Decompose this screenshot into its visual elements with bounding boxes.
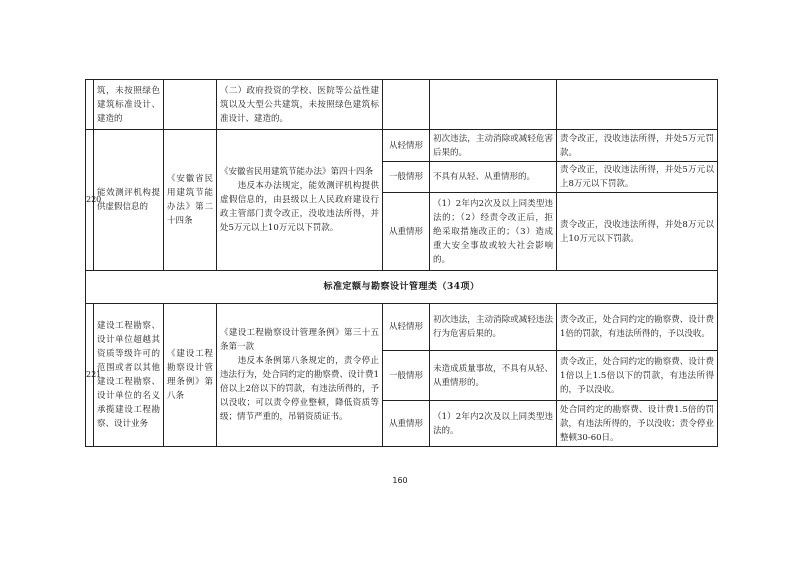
- penalty-cell: 责令改正，没收违法所得，并处5万元以上8万元以下罚款。: [557, 162, 718, 193]
- level-cell: [383, 80, 430, 130]
- section-header-row: [86, 271, 718, 304]
- row-number-cell: 220: [86, 130, 94, 271]
- illegal-act-cell: 能效测评机构提供虚假信息的: [94, 130, 164, 271]
- condition-cell: 不具有从轻、从重情形的。: [430, 162, 557, 193]
- page-number: 160: [392, 476, 408, 485]
- condition-cell: （1）2年内2次及以上同类型违法的；（2）经责令改正后，拒绝采取措施改正的；（3）造成重大安全事故或较大社会影响的。: [430, 193, 557, 271]
- penalty-standards-table: [85, 79, 718, 447]
- level-cell: 从重情形: [383, 193, 430, 271]
- level-cell: 一般情形: [383, 162, 430, 193]
- legal-basis-cell: 《建设工程勘察设计管理条例》第八条: [164, 304, 217, 447]
- table-row: [86, 130, 718, 162]
- penalty-cell: 责令改正，处合同约定的勘察费、设计费1倍以上1.5倍以下的罚款，有违法所得的，予以没收。: [557, 351, 718, 401]
- penalty-provision-cell: （二）政府投资的学校、医院等公益性建筑以及大型公共建筑，未按照绿色建筑标准设计、建造的。: [217, 80, 383, 130]
- penalty-cell: 责令改正，处合同约定的勘察费、设计费1倍的罚款，有违法所得的，予以没收。: [557, 304, 718, 351]
- level-cell: 从重情形: [383, 401, 430, 447]
- condition-cell: 初次违法，主动消除或减轻违法行为危害后果的。: [430, 304, 557, 351]
- level-cell: 从轻情形: [383, 130, 430, 162]
- row-number-cell: 221: [86, 304, 94, 447]
- penalty-provision-cell: 《安徽省民用建筑节能办法》第四十四条 违反本办法规定，能效测评机构提供虚假信息的，由县级以上人民政府建设行政主管部门责令改正，没收违法所得，并处5万元以上10万元以下罚款。: [217, 130, 383, 271]
- penalty-cell: 责令改正，没收违法所得，并处8万元以上10万元以下罚款。: [557, 193, 718, 271]
- level-cell: 从轻情形: [383, 304, 430, 351]
- illegal-act-cell: 筑，未按照绿色建筑标准设计、建造的: [94, 80, 164, 130]
- condition-cell: [430, 80, 557, 130]
- legal-basis-cell: [164, 80, 217, 130]
- table-row: [86, 80, 718, 130]
- condition-cell: 未造成质量事故，不具有从轻、从重情形的。: [430, 351, 557, 401]
- level-cell: 一般情形: [383, 351, 430, 401]
- illegal-act-cell: 建设工程勘察、设计单位超越其资质等级许可的范围或者以其他建设工程勘察、设计单位的名义承揽建设工程勘察、设计业务: [94, 304, 164, 447]
- condition-cell: 初次违法，主动消除或减轻危害后果的。: [430, 130, 557, 162]
- penalty-cell: 处合同约定的勘察费、设计费1.5倍的罚款，有违法所得的，予以没收；责令停业整顿30-60日。: [557, 401, 718, 447]
- penalty-cell: [557, 80, 718, 130]
- legal-basis-cell: 《安徽省民用建筑节能办法》第二十四条: [164, 130, 217, 271]
- condition-cell: （1）2年内2次及以上同类型违法的。: [430, 401, 557, 447]
- section-title: 标准定额与勘察设计管理类（34项）: [86, 271, 718, 304]
- penalty-cell: 责令改正，没收违法所得，并处5万元罚款。: [557, 130, 718, 162]
- row-number-cell: [86, 80, 94, 130]
- penalty-provision-cell: 《建设工程勘察设计管理条例》第三十五条第一款 违反本条例第八条规定的，责令停止违法行为，处合同约定的勘察费、设计费1倍以上2倍以下的罚款，有违法所得的，予以没收；可以责令停业整顿，降低资质等级；情节严重的，吊销资质证书。: [217, 304, 383, 447]
- table-row: [86, 304, 718, 351]
